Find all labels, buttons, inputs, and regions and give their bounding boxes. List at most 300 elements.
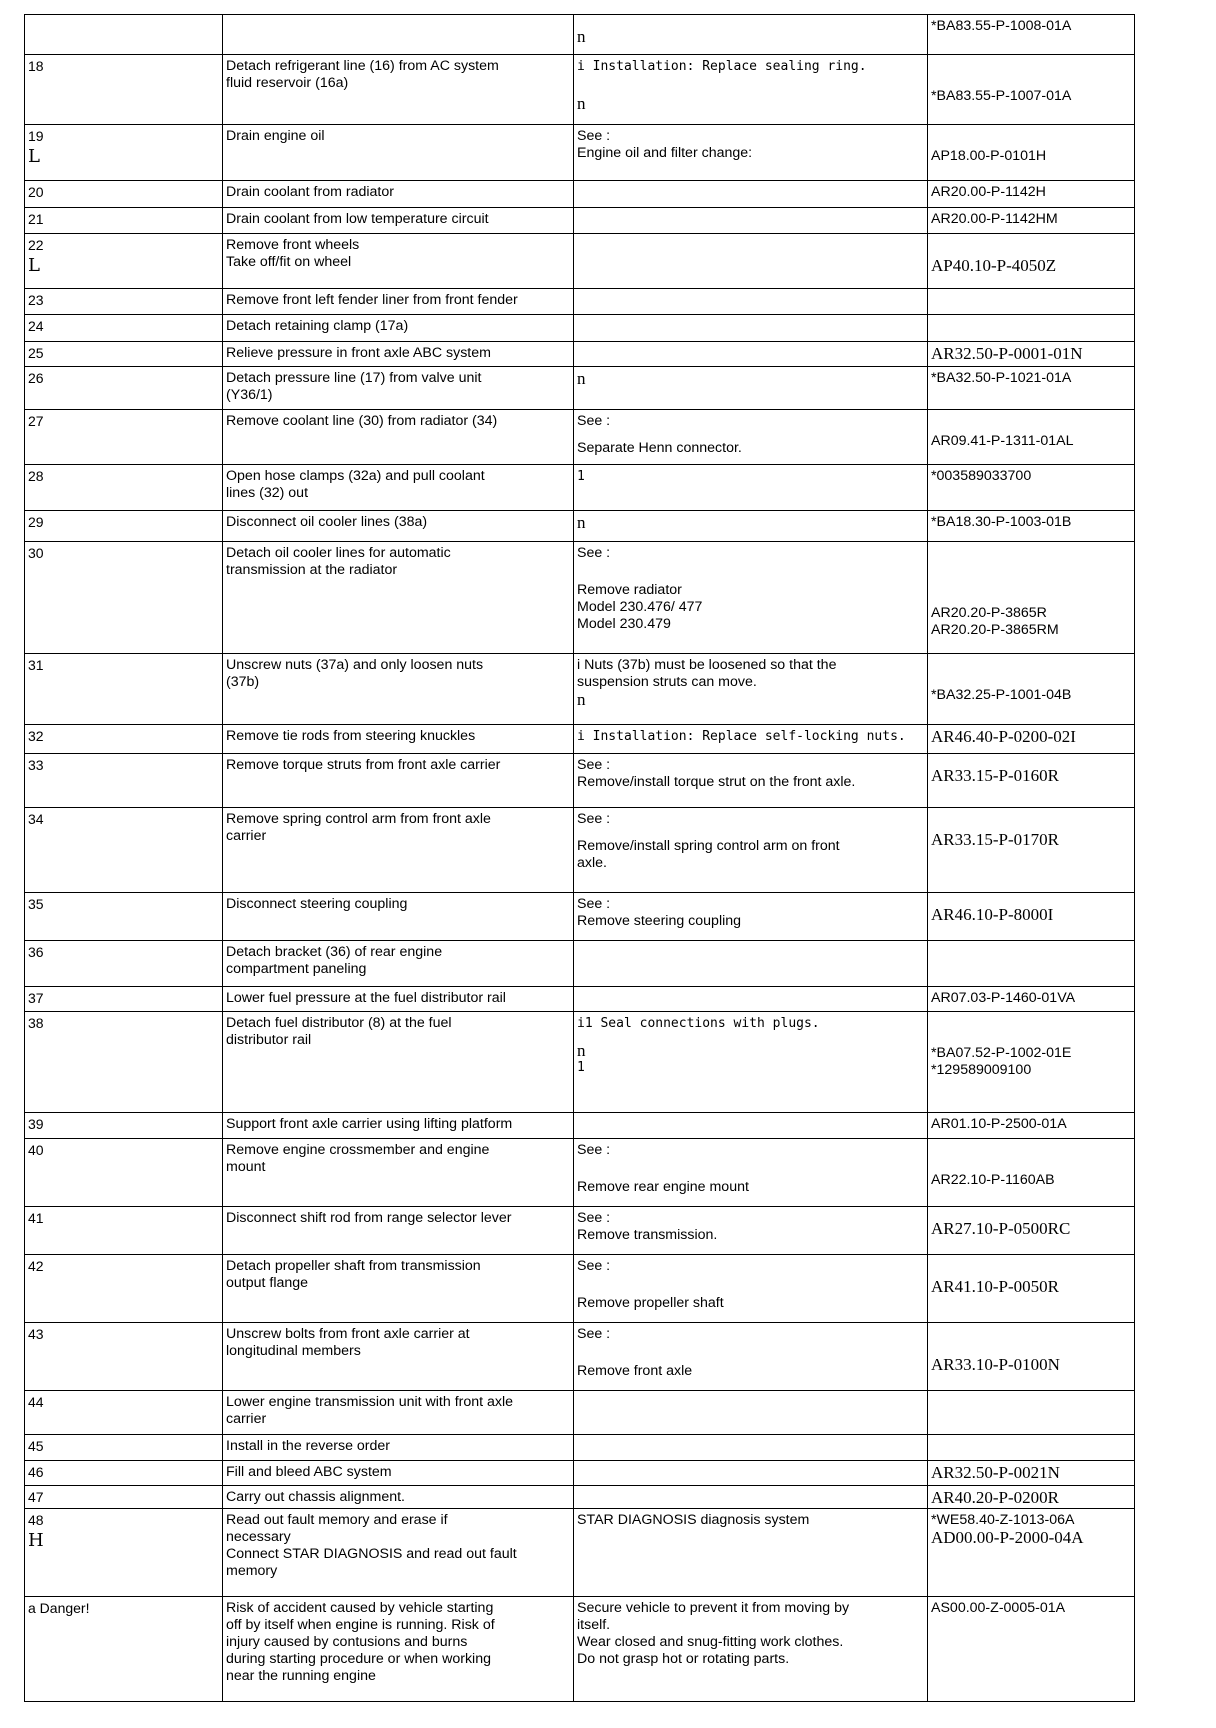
action-cell (223, 987, 574, 1012)
info-cell (574, 1012, 928, 1113)
info-cell (574, 367, 928, 410)
reference-cell (928, 181, 1135, 208)
spacer (931, 1025, 1131, 1035)
step-cell (25, 55, 223, 125)
reference-code: AR46.40-P-0200-02I (931, 727, 1076, 746)
action-cell (223, 234, 574, 289)
action-cell (223, 465, 574, 511)
spacer (577, 572, 924, 582)
table-row (25, 234, 1135, 289)
spacer (931, 555, 1131, 565)
step-number: 19 (28, 128, 44, 144)
action-cell (223, 208, 574, 234)
table-row (25, 367, 1135, 410)
action-text: Connect STAR DIAGNOSIS and read out fault (226, 1546, 517, 1562)
step-number: 23 (28, 292, 44, 308)
spacer (931, 545, 1131, 555)
reference-cell (928, 808, 1135, 893)
info-text: Secure vehicle to prevent it from moving by (577, 1600, 850, 1616)
info-text: See : (577, 1326, 611, 1342)
table-row (25, 1113, 1135, 1139)
info-cell (574, 181, 928, 208)
reference-code: AD00.00-P-2000-04A (931, 1528, 1084, 1547)
action-text: Remove front left fender liner from front fender (226, 292, 518, 308)
reference-code: *BA32.50-P-1021-01A (931, 370, 1072, 386)
reference-code: *BA07.52-P-1002-01E (931, 1045, 1072, 1061)
step-cell (25, 465, 223, 511)
table-row (25, 1391, 1135, 1435)
info-cell (574, 1597, 928, 1702)
table-row (25, 542, 1135, 654)
reference-cell (928, 410, 1135, 465)
reference-code: *WE58.40-Z-1013-06A (931, 1512, 1075, 1528)
step-cell (25, 367, 223, 410)
action-cell (223, 654, 574, 725)
action-text: Fill and bleed ABC system (226, 1464, 392, 1480)
table-row (25, 410, 1135, 465)
info-cell (574, 15, 928, 55)
action-text: Remove engine crossmember and engine (226, 1142, 490, 1158)
reference-cell (928, 542, 1135, 654)
step-cell (25, 1435, 223, 1461)
reference-code: *BA83.55-P-1008-01A (931, 18, 1072, 34)
info-text: Separate Henn connector. (577, 440, 742, 456)
reference-cell (928, 1461, 1135, 1486)
info-text: 1 (577, 1060, 585, 1075)
action-text: Lower engine transmission unit with front axle (226, 1394, 514, 1410)
step-number: 18 (28, 58, 44, 74)
action-text: distributor rail (226, 1032, 312, 1048)
table-row (25, 55, 1135, 125)
spacer (931, 677, 1131, 687)
action-text: Unscrew bolts from front axle carrier at (226, 1326, 470, 1342)
reference-code: AR33.15-P-0170R (931, 830, 1059, 849)
table-row (25, 1461, 1135, 1486)
info-cell (574, 1207, 928, 1255)
table-row (25, 941, 1135, 987)
action-text: carrier (226, 1411, 267, 1427)
step-number: 37 (28, 990, 44, 1006)
step-number: 43 (28, 1326, 44, 1342)
action-cell (223, 1207, 574, 1255)
action-cell (223, 1509, 574, 1597)
table-row (25, 1323, 1135, 1391)
info-cell (574, 410, 928, 465)
spacer (577, 1343, 924, 1353)
reference-code: AR40.20-P-0200R (931, 1488, 1059, 1507)
step-number: a Danger! (28, 1600, 90, 1616)
spacer (931, 128, 1131, 138)
step-cell (25, 1139, 223, 1207)
spacer (577, 1275, 924, 1285)
reference-cell (928, 1323, 1135, 1391)
step-number: 27 (28, 413, 44, 429)
spacer (577, 562, 924, 572)
info-text: i Installation: Replace sealing ring. (577, 59, 867, 74)
action-text: Remove front wheels (226, 237, 360, 253)
info-text: See : (577, 896, 611, 912)
action-text: Detach propeller shaft from transmission (226, 1258, 481, 1274)
step-cell (25, 1012, 223, 1113)
step-number: 32 (28, 728, 44, 744)
step-number: 29 (28, 514, 44, 530)
step-number: 21 (28, 211, 44, 227)
info-text: i Nuts (37b) must be loosened so that the (577, 657, 837, 673)
reference-code: AR32.50-P-0001-01N (931, 344, 1083, 363)
reference-code: AR32.50-P-0021N (931, 1463, 1060, 1482)
spacer (931, 565, 1131, 575)
action-text: mount (226, 1159, 266, 1175)
action-text: output flange (226, 1275, 309, 1291)
info-cell (574, 1255, 928, 1323)
action-cell (223, 1435, 574, 1461)
step-number (28, 18, 219, 35)
step-number: 45 (28, 1438, 44, 1454)
info-text: itself. (577, 1617, 611, 1633)
info-text: n (577, 1041, 586, 1060)
step-number: 41 (28, 1210, 44, 1226)
step-cell (25, 1255, 223, 1323)
step-cell (25, 181, 223, 208)
reference-cell (928, 1435, 1135, 1461)
action-text: Drain engine oil (226, 128, 325, 144)
step-cell (25, 1509, 223, 1597)
reference-code: AS00.00-Z-0005-01A (931, 1600, 1066, 1616)
info-cell (574, 941, 928, 987)
info-cell (574, 1435, 928, 1461)
info-cell (574, 208, 928, 234)
action-cell (223, 893, 574, 941)
action-cell (223, 342, 574, 367)
step-number: 30 (28, 545, 44, 561)
info-text: See : (577, 757, 611, 773)
reference-cell (928, 1509, 1135, 1597)
spacer (577, 430, 924, 440)
info-cell (574, 1461, 928, 1486)
action-text: fluid reservoir (16a) (226, 75, 349, 91)
reference-code: *BA32.25-P-1001-04B (931, 687, 1072, 703)
action-text: Disconnect shift rod from range selector lever (226, 1210, 512, 1226)
step-cell (25, 208, 223, 234)
spacer (931, 811, 1131, 821)
action-cell (223, 1323, 574, 1391)
action-text: (Y36/1) (226, 387, 273, 403)
action-text: transmission at the radiator (226, 562, 398, 578)
table-row (25, 1509, 1135, 1597)
step-cell (25, 315, 223, 342)
info-text: n (577, 690, 586, 709)
reference-code: AP40.10-P-4050Z (931, 256, 1057, 275)
info-cell (574, 725, 928, 754)
step-number: 42 (28, 1258, 44, 1274)
reference-code: AR20.20-P-3865R (931, 605, 1047, 621)
info-text: Remove steering coupling (577, 913, 742, 929)
action-text: Support front axle carrier using lifting platform (226, 1116, 513, 1132)
spacer (931, 58, 1131, 68)
spacer (931, 1152, 1131, 1162)
action-text: Disconnect oil cooler lines (38a) (226, 514, 428, 530)
action-cell (223, 315, 574, 342)
action-text: Drain coolant from radiator (226, 184, 394, 200)
reference-cell (928, 315, 1135, 342)
spacer (931, 1162, 1131, 1172)
table-row (25, 987, 1135, 1012)
step-cell (25, 542, 223, 654)
reference-cell (928, 1207, 1135, 1255)
action-text: Open hose clamps (32a) and pull coolant (226, 468, 485, 484)
step-marker: H (28, 1530, 44, 1551)
spacer (931, 413, 1131, 423)
action-text: lines (32) out (226, 485, 309, 501)
info-text: axle. (577, 855, 607, 871)
action-cell (223, 941, 574, 987)
info-text: 1 (577, 469, 585, 484)
spacer (931, 667, 1131, 677)
reference-cell (928, 893, 1135, 941)
action-text: off by itself when engine is running. Risk of (226, 1617, 495, 1633)
action-cell (223, 808, 574, 893)
info-text: i Installation: Replace self-locking nuts. (577, 729, 906, 744)
spacer (577, 85, 924, 95)
step-number: 24 (28, 318, 44, 334)
spacer (931, 1326, 1131, 1336)
step-number: 44 (28, 1394, 44, 1410)
reference-code: AP18.00-P-0101H (931, 148, 1047, 164)
info-cell (574, 1139, 928, 1207)
table-row (25, 181, 1135, 208)
info-cell (574, 465, 928, 511)
spacer (931, 1035, 1131, 1045)
step-number: 40 (28, 1142, 44, 1158)
procedure-table (24, 14, 1135, 1702)
step-number: 33 (28, 757, 44, 773)
info-cell (574, 315, 928, 342)
info-text: See : (577, 545, 611, 561)
info-cell (574, 342, 928, 367)
info-text: See : (577, 1210, 611, 1226)
info-text: Remove radiator (577, 582, 682, 598)
info-text: Wear closed and snug-fitting work clothes. (577, 1634, 844, 1650)
info-text: See : (577, 1258, 611, 1274)
action-cell (223, 367, 574, 410)
table-row (25, 654, 1135, 725)
step-cell (25, 941, 223, 987)
step-number: 20 (28, 184, 44, 200)
action-cell (223, 55, 574, 125)
reference-cell (928, 1139, 1135, 1207)
action-text: Carry out chassis alignment. (226, 1489, 405, 1505)
reference-code: AR07.03-P-1460-01VA (931, 990, 1076, 1006)
spacer (931, 78, 1131, 88)
table-row (25, 725, 1135, 754)
reference-code: AR20.20-P-3865RM (931, 622, 1059, 638)
action-cell (223, 410, 574, 465)
info-cell (574, 893, 928, 941)
step-cell (25, 410, 223, 465)
action-text: Detach retaining clamp (17a) (226, 318, 409, 334)
info-text: Do not grasp hot or rotating parts. (577, 1651, 790, 1667)
info-cell (574, 1486, 928, 1509)
reference-cell (928, 208, 1135, 234)
reference-cell (928, 511, 1135, 542)
spacer (931, 1142, 1131, 1152)
action-cell (223, 1139, 574, 1207)
info-text: n (577, 94, 586, 113)
action-cell (223, 754, 574, 808)
reference-cell (928, 367, 1135, 410)
spacer (931, 657, 1131, 667)
table-row (25, 315, 1135, 342)
action-text: Drain coolant from low temperature circuit (226, 211, 489, 227)
info-cell (574, 808, 928, 893)
step-number: 31 (28, 657, 44, 673)
table-row (25, 208, 1135, 234)
table-row (25, 511, 1135, 542)
reference-code: AR33.15-P-0160R (931, 766, 1059, 785)
action-text: compartment paneling (226, 961, 367, 977)
reference-cell (928, 289, 1135, 315)
info-cell (574, 754, 928, 808)
spacer (577, 1169, 924, 1179)
reference-code: AR20.00-P-1142H (931, 184, 1046, 200)
step-cell (25, 654, 223, 725)
spacer (931, 585, 1131, 595)
spacer (577, 1353, 924, 1363)
step-number: 34 (28, 811, 44, 827)
info-text: Model 230.479 (577, 616, 671, 632)
reference-cell (928, 654, 1135, 725)
action-cell (223, 511, 574, 542)
spacer (931, 68, 1131, 78)
action-text: necessary (226, 1529, 291, 1545)
action-cell (223, 1486, 574, 1509)
spacer (931, 595, 1131, 605)
info-cell (574, 55, 928, 125)
step-number: 26 (28, 370, 44, 386)
action-cell (223, 15, 574, 55)
action-cell (223, 725, 574, 754)
info-cell (574, 1113, 928, 1139)
action-text: Detach refrigerant line (16) from AC system (226, 58, 499, 74)
spacer (931, 575, 1131, 585)
spacer (931, 138, 1131, 148)
step-cell (25, 754, 223, 808)
table-row (25, 893, 1135, 941)
reference-code: AR33.10-P-0100N (931, 1355, 1060, 1374)
reference-code: *003589033700 (931, 468, 1032, 484)
action-text: (37b) (226, 674, 260, 690)
action-text: Disconnect steering coupling (226, 896, 408, 912)
reference-cell (928, 725, 1135, 754)
action-text: Detach pressure line (17) from valve unit (226, 370, 482, 386)
info-text: Remove transmission. (577, 1227, 718, 1243)
action-cell (223, 181, 574, 208)
action-text: injury caused by contusions and burns (226, 1634, 468, 1650)
step-cell (25, 1391, 223, 1435)
step-cell (25, 15, 223, 55)
reference-code: *129589009100 (931, 1062, 1032, 1078)
action-text: Detach bracket (36) of rear engine (226, 944, 443, 960)
info-text: suspension struts can move. (577, 674, 757, 690)
info-text: n (577, 27, 586, 46)
info-cell (574, 511, 928, 542)
table-row (25, 754, 1135, 808)
action-text: Read out fault memory and erase if (226, 1512, 448, 1528)
action-cell (223, 1012, 574, 1113)
reference-code: AR27.10-P-0500RC (931, 1219, 1071, 1238)
info-text: See : (577, 128, 611, 144)
info-cell (574, 1509, 928, 1597)
action-text: Relieve pressure in front axle ABC system (226, 345, 491, 361)
info-cell (574, 1323, 928, 1391)
spacer (577, 18, 924, 28)
reference-cell (928, 55, 1135, 125)
info-text: i1 Seal connections with plugs. (577, 1016, 820, 1031)
action-text: Risk of accident caused by vehicle starting (226, 1600, 494, 1616)
action-cell (223, 1113, 574, 1139)
info-text: Remove propeller shaft (577, 1295, 724, 1311)
spacer (577, 828, 924, 838)
step-cell (25, 725, 223, 754)
reference-cell (928, 1597, 1135, 1702)
spacer (577, 75, 924, 85)
info-cell (574, 234, 928, 289)
action-text: Remove torque struts from front axle carrier (226, 757, 501, 773)
step-cell (25, 808, 223, 893)
step-number: 39 (28, 1116, 44, 1132)
step-number: 22 (28, 237, 44, 253)
reference-code: *BA83.55-P-1007-01A (931, 88, 1072, 104)
spacer (931, 1258, 1131, 1268)
info-text: See : (577, 811, 611, 827)
step-number: 48 (28, 1512, 44, 1528)
spacer (577, 1032, 924, 1042)
action-text: longitudinal members (226, 1343, 361, 1359)
info-text: STAR DIAGNOSIS diagnosis system (577, 1512, 810, 1528)
action-text: near the running engine (226, 1668, 376, 1684)
spacer (931, 1336, 1131, 1346)
table-row (25, 289, 1135, 315)
table-row (25, 342, 1135, 367)
table-row (25, 1255, 1135, 1323)
table-row (25, 1012, 1135, 1113)
spacer (931, 1015, 1131, 1025)
step-marker: L (28, 255, 40, 276)
reference-cell (928, 234, 1135, 289)
info-text: n (577, 513, 586, 532)
spacer (931, 423, 1131, 433)
reference-cell (928, 754, 1135, 808)
reference-cell (928, 1486, 1135, 1509)
action-text: memory (226, 1563, 278, 1579)
reference-cell (928, 987, 1135, 1012)
reference-cell (928, 465, 1135, 511)
info-cell (574, 542, 928, 654)
table-row (25, 1139, 1135, 1207)
reference-cell (928, 1012, 1135, 1113)
step-cell (25, 1597, 223, 1702)
reference-cell (928, 941, 1135, 987)
step-cell (25, 1113, 223, 1139)
table-row (25, 1597, 1135, 1702)
info-cell (574, 125, 928, 181)
reference-cell (928, 342, 1135, 367)
step-cell (25, 511, 223, 542)
spacer (577, 1159, 924, 1169)
info-text: Remove front axle (577, 1363, 693, 1379)
info-cell (574, 289, 928, 315)
reference-code: AR22.10-P-1160AB (931, 1172, 1055, 1188)
